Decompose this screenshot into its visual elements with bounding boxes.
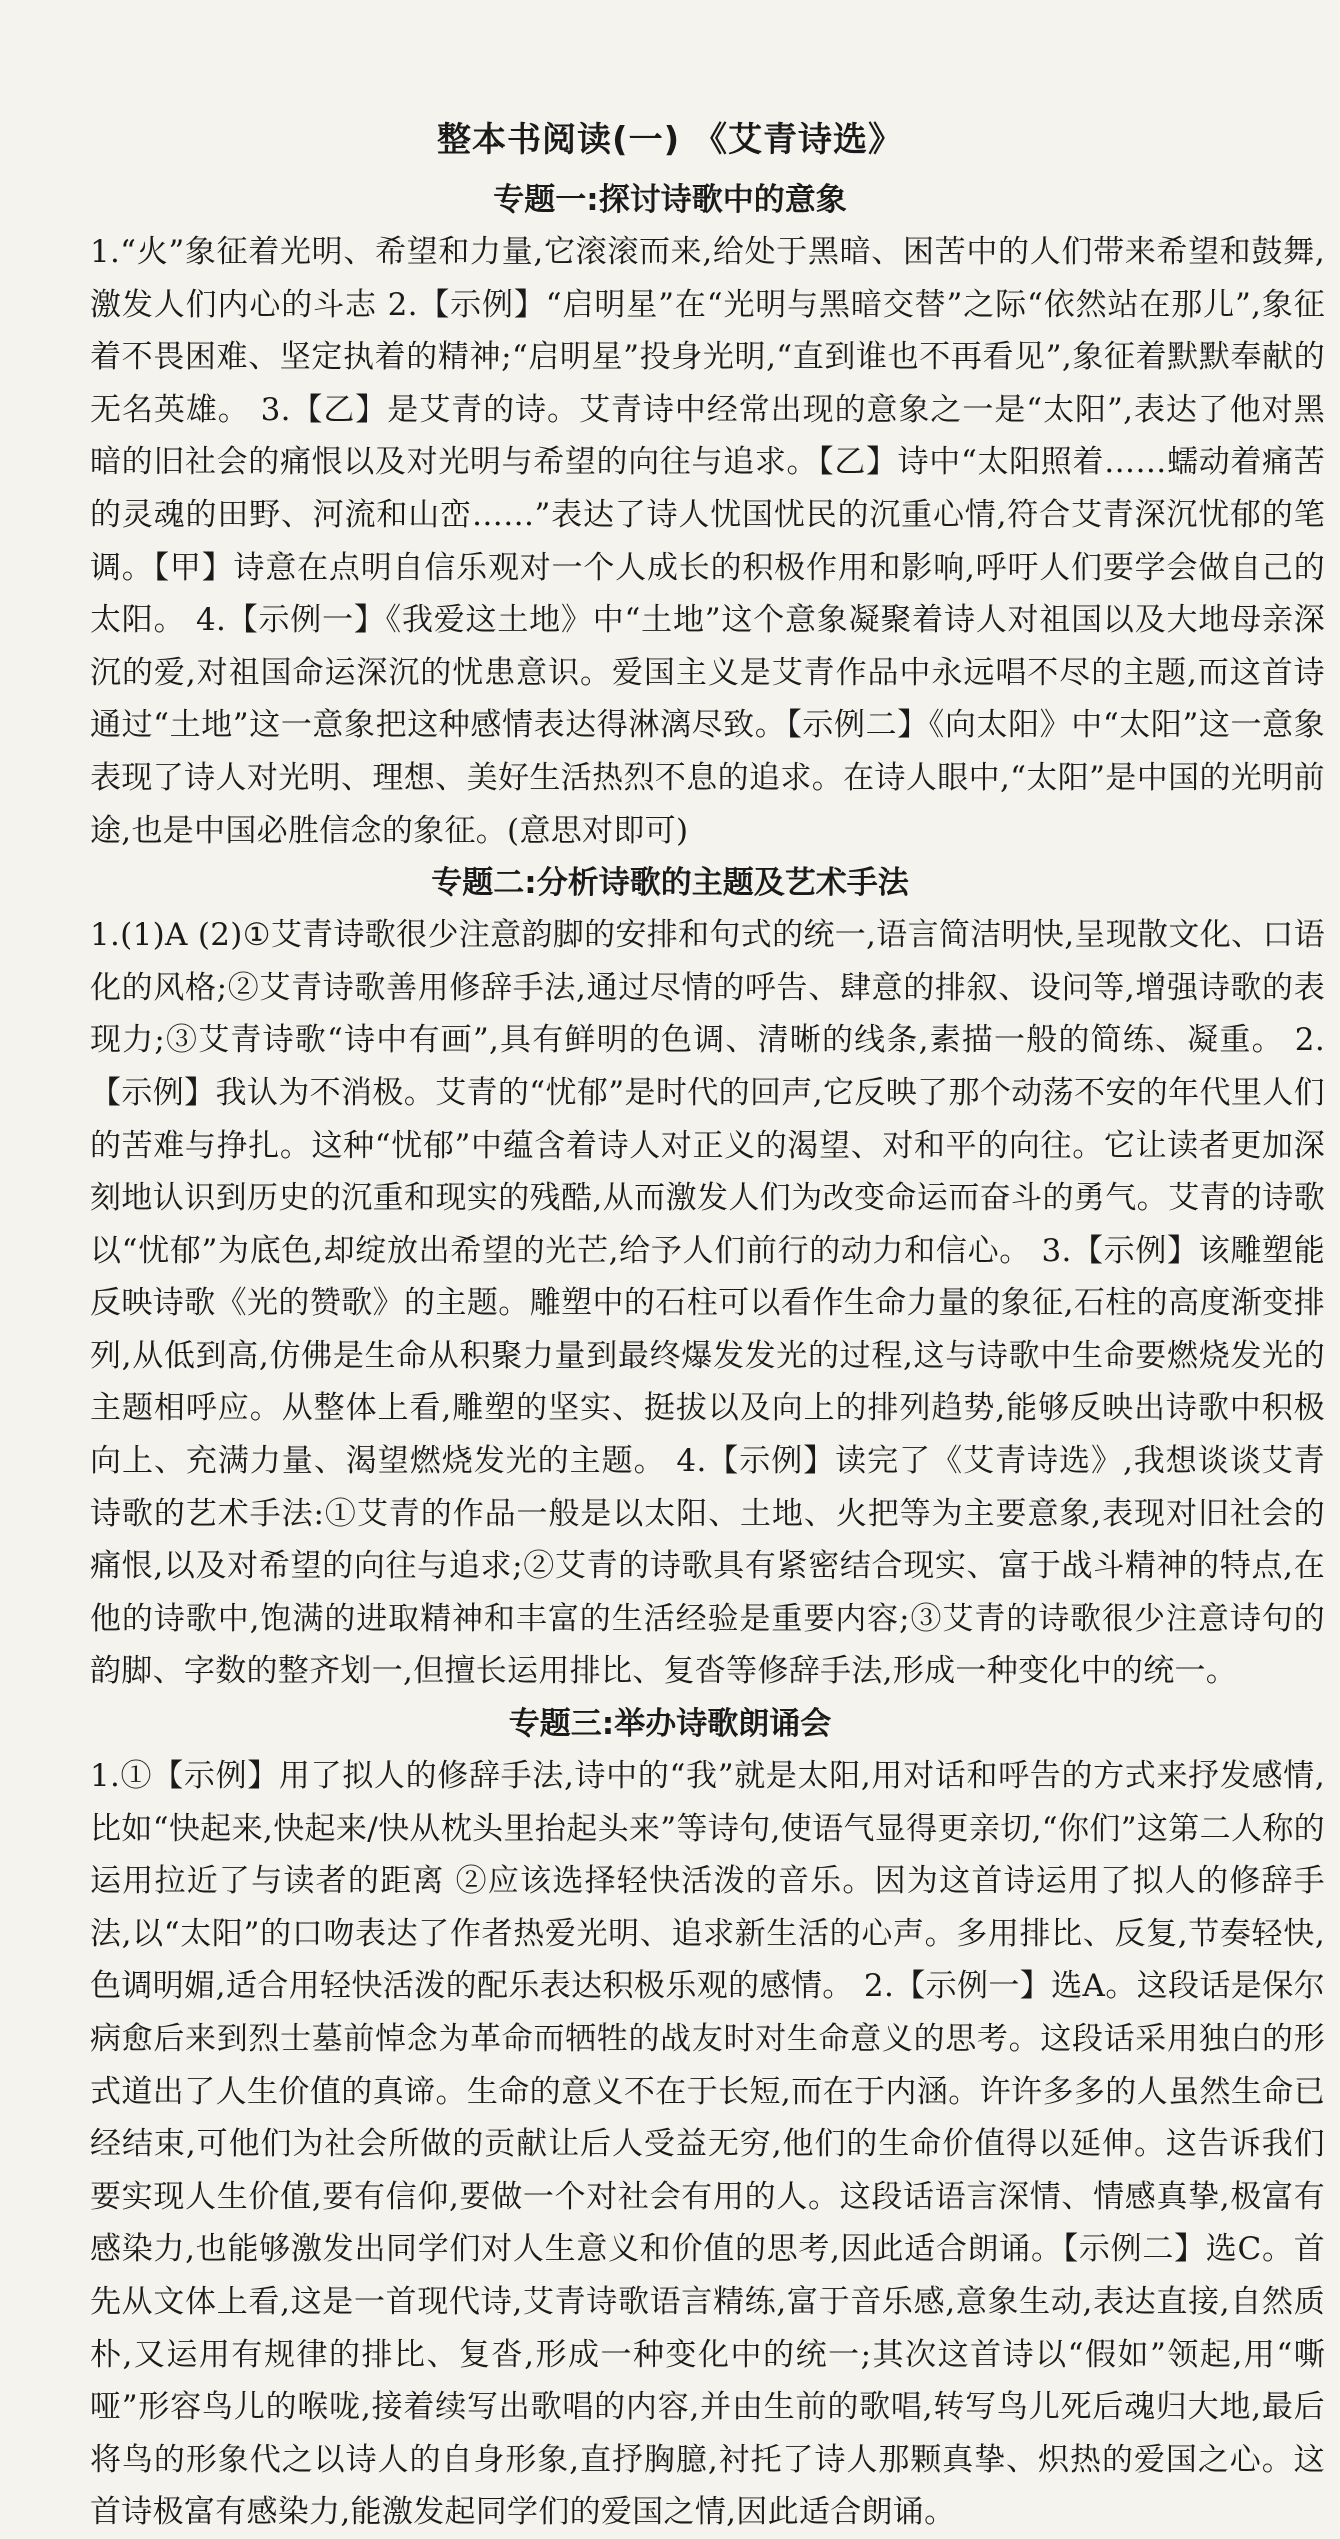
topic-3-answers: 1.①【示例】用了拟人的修辞手法,诗中的“我”就是太阳,用对话和呼告的方式来抒发感情,比如“快起来,快起来/快从枕头里抬起头来”等诗句,使语气显得更亲切,“你们”这第二人称的运用拉近了与读者的距离 ②应该选择轻快活泼的音乐。因为这首诗运用了拟人的修辞手法,以“太阳”的口吻表达了作者热爱光明、追求新生活的心声。多用排比、反复,节奏轻快,色调明媚,适合用轻快活泼的配乐表达积极乐观的感情。 2.【示例一】选A。这段话是保尔病愈后来到烈士墓前悼念为革命而牺牲的战友时对生命意义的思考。这段话采用独白的形式道出了人生价值的真谛。生命的意义不在于长短,而在于内涵。许许多多的人虽然生命已经结束,可他们为社会所做的贡献让后人受益无穷,他们的生命价值得以延伸。这告诉我们要实现人生价值,要有信仰,要做一个对社会有用的人。这段话语言深情、情感真挚,极富有感染力,也能够激发出同学们对人生意义和价值的思考,因此适合朗诵。【示例二】选C。首先从文体上看,这是一首现代诗,艾青诗歌语言精练,富于音乐感,意象生动,表达直接,自然质朴,又运用有规律的排比、复沓,形成一种变化中的统一;其次这首诗以“假如”领起,用“嘶哑”形容鸟儿的喉咙,接着续写出歌唱的内容,并由生前的歌唱,转写鸟儿死后魂归大地,最后将鸟的形象代之以诗人的自身形象,直抒胸臆,衬托了诗人那颗真挚、炽热的爱国之心。这首诗极富有感染力,能激发起同学们的爱国之情,因此适合朗诵。 — [90, 1758, 1325, 2531]
topic-section-3 — [0, 1698, 1340, 2539]
topic-2-answers: 1.(1)A (2)①艾青诗歌很少注意韵脚的安排和句式的统一,语言简洁明快,呈现散文化、口语化的风格;②艾青诗歌善用修辞手法,通过尽情的呼告、肆意的排叙、设问等,增强诗歌的表现力;③艾青诗歌“诗中有画”,具有鲜明的色调、清晰的线条,素描一般的简练、凝重。 2.【示例】我认为不消极。艾青的“忧郁”是时代的回声,它反映了那个动荡不安的年代里人们的苦难与挣扎。这种“忧郁”中蕴含着诗人对正义的渴望、对和平的向往。它让读者更加深刻地认识到历史的沉重和现实的残酷,从而激发人们为改变命运而奋斗的勇气。艾青的诗歌以“忧郁”为底色,却绽放出希望的光芒,给予人们前行的动力和信心。 3.【示例】该雕塑能反映诗歌《光的赞歌》的主题。雕塑中的石柱可以看作生命力量的象征,石柱的高度渐变排列,从低到高,仿佛是生命从积聚力量到最终爆发发光的过程,这与诗歌中生命要燃烧发光的主题相呼应。从整体上看,雕塑的坚实、挺拔以及向上的排列趋势,能够反映出诗歌中积极向上、充满力量、渴望燃烧发光的主题。 4.【示例】读完了《艾青诗选》,我想谈谈艾青诗歌的艺术手法:①艾青的作品一般是以太阳、土地、火把等为主要意象,表现对旧社会的痛恨,以及对希望的向往与追求;②艾青的诗歌具有紧密结合现实、富于战斗精神的特点,在他的诗歌中,饱满的进取精神和丰富的生活经验是重要内容;③艾青的诗歌很少注意诗句的韵脚、字数的整齐划一,但擅长运用排比、复沓等修辞手法,形成一种变化中的统一。 — [90, 917, 1325, 1690]
topic-1-answers: 1.“火”象征着光明、希望和力量,它滚滚而来,给处于黑暗、困苦中的人们带来希望和鼓舞,激发人们内心的斗志 2.【示例】“启明星”在“光明与黑暗交替”之际“依然站在那儿”,象征着不畏困难、坚定执着的精神;“启明星”投身光明,“直到谁也不再看见”,象征着默默奉献的无名英雄。 3.【乙】是艾青的诗。艾青诗中经常出现的意象之一是“太阳”,表达了他对黑暗的旧社会的痛恨以及对光明与希望的向往与追求。【乙】诗中“太阳照着……蠕动着痛苦的灵魂的田野、河流和山峦……”表达了诗人忧国忧民的沉重心情,符合艾青深沉忧郁的笔调。【甲】诗意在点明自信乐观对一个人成长的积极作用和影响,呼吁人们要学会做自己的太阳。 4.【示例一】《我爱这土地》中“土地”这个意象凝聚着诗人对祖国以及大地母亲深沉的爱,对祖国命运深沉的忧患意识。爱国主义是艾青作品中永远唱不尽的主题,而这首诗通过“土地”这一意象把这种感情表达得淋漓尽致。【示例二】《向太阳》中“太阳”这一意象表现了诗人对光明、理想、美好生活热烈不息的追求。在诗人眼中,“太阳”是中国的光明前途,也是中国必胜信念的象征。(意思对即可) — [90, 234, 1325, 849]
topic-section-1 — [0, 174, 1340, 857]
topic-2-heading: 专题二:分析诗歌的主题及艺术手法 — [431, 865, 909, 902]
topic-1-heading: 专题一:探讨诗歌中的意象 — [493, 182, 847, 218]
topic-3-heading: 专题三:举办诗歌朗诵会 — [508, 1706, 832, 1743]
topic-section-2 — [0, 857, 1340, 1698]
page-title: 整本书阅读(一) 《艾青诗选》 — [437, 120, 903, 160]
